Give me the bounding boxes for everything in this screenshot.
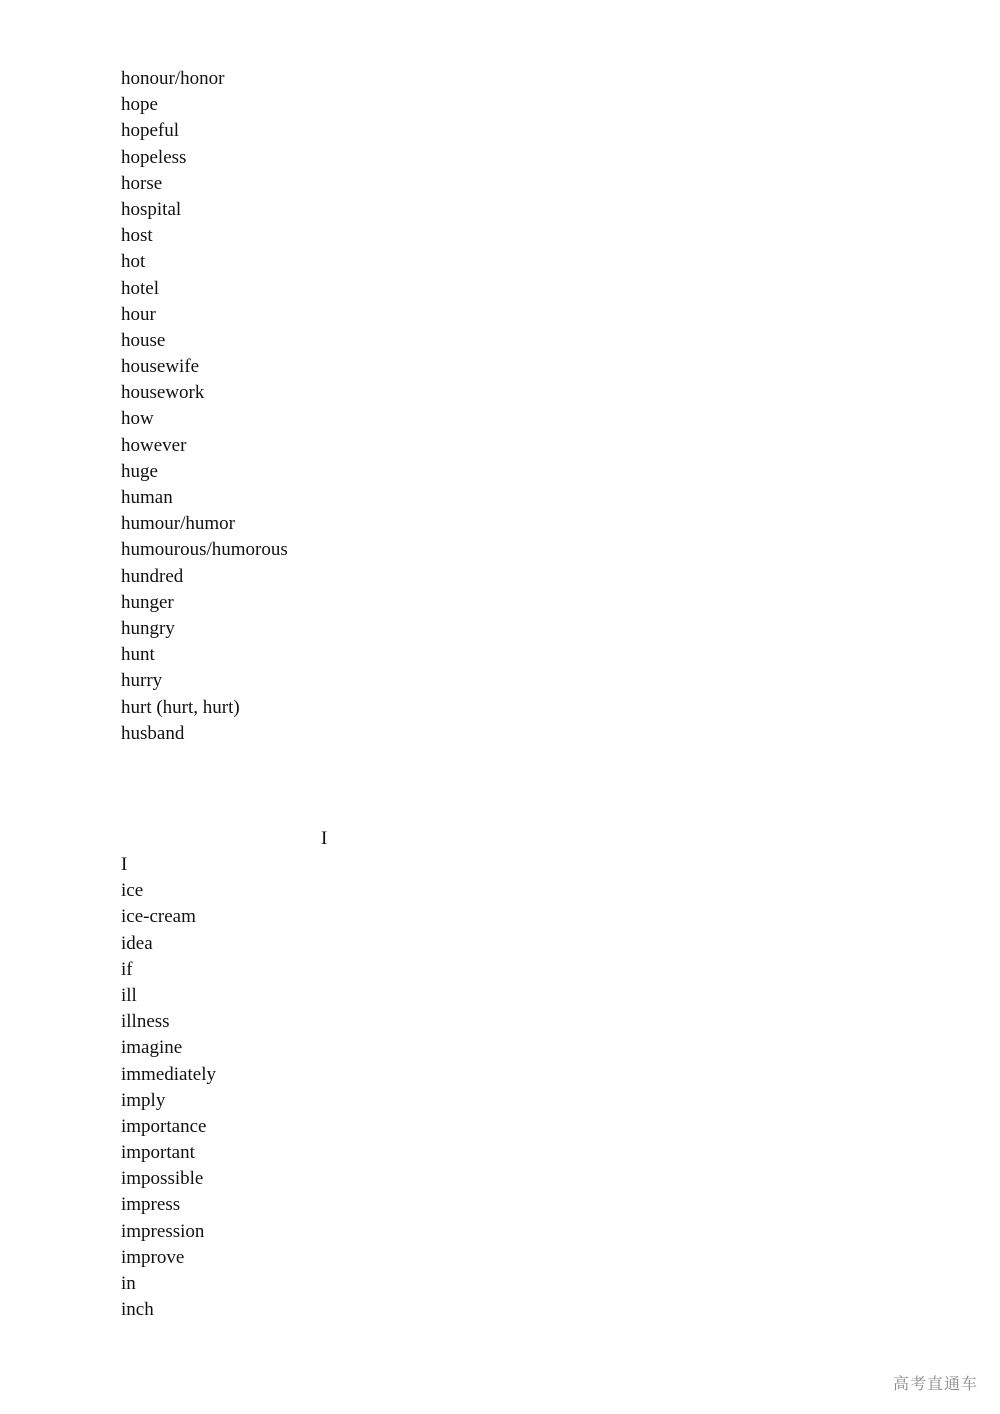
- list-item: hunger: [121, 591, 174, 613]
- list-item: imagine: [121, 1037, 183, 1059]
- list-item: hour: [121, 303, 156, 325]
- list-item: important: [121, 1142, 195, 1164]
- list-item: hurt (hurt, hurt): [121, 696, 240, 718]
- list-item: hunt: [121, 644, 155, 666]
- list-item: importance: [121, 1115, 207, 1137]
- list-item: hotel: [121, 277, 159, 299]
- list-item: imply: [121, 1089, 166, 1111]
- list-item: if: [121, 958, 133, 980]
- list-item: idea: [121, 932, 153, 954]
- list-item: inch: [121, 1299, 154, 1321]
- list-item: hundred: [121, 565, 184, 587]
- list-item: I: [121, 854, 128, 875]
- list-item: illness: [121, 1011, 170, 1033]
- list-item: horse: [121, 172, 163, 194]
- list-item: impossible: [121, 1168, 204, 1190]
- list-item: huge: [121, 460, 158, 482]
- watermark-text: 高考直通车: [892, 1374, 978, 1393]
- word-list-i: [121, 852, 216, 1323]
- list-item: impression: [121, 1220, 205, 1242]
- list-item: hope: [121, 94, 158, 116]
- list-item: ice-cream: [121, 906, 196, 928]
- list-item: hungry: [121, 617, 175, 639]
- list-item: husband: [121, 722, 185, 744]
- list-item: hopeful: [121, 120, 180, 142]
- list-item: human: [121, 487, 173, 508]
- list-item: honour/honor: [121, 68, 225, 89]
- list-item: hopeless: [121, 146, 187, 168]
- list-item: impress: [121, 1194, 181, 1216]
- list-item: improve: [121, 1246, 185, 1268]
- list-item: housework: [121, 382, 205, 404]
- list-item: however: [121, 434, 187, 456]
- list-item: hospital: [121, 198, 182, 220]
- list-item: how: [121, 408, 154, 430]
- list-item: house: [121, 329, 166, 351]
- list-item: housewife: [121, 356, 200, 378]
- list-item: humourous/humorous: [121, 539, 288, 561]
- list-item: ill: [121, 984, 137, 1006]
- list-item: in: [121, 1273, 136, 1294]
- list-item: hurry: [121, 670, 163, 692]
- word-list-h: [121, 66, 288, 747]
- list-item: hot: [121, 251, 146, 273]
- list-item: host: [121, 225, 153, 247]
- list-item: immediately: [121, 1063, 216, 1085]
- list-item: ice: [121, 880, 144, 902]
- list-item: humour/humor: [121, 513, 235, 535]
- section-header-i: I: [321, 828, 328, 849]
